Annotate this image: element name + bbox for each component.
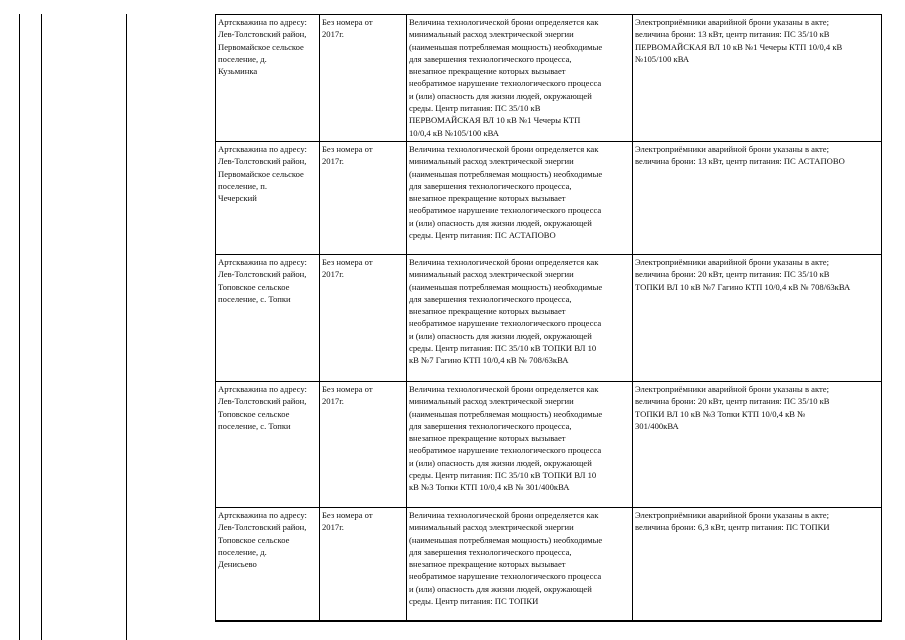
description-cell: Величина технологической брони определяется как минимальный расход электрической энергии (наименьшая потребляемая мощность) необходимые для завершения технологического процесса, внезапное прекращение которых вызывает необратимое нарушение технологического процесса и (или) опасность для жизни людей, окружающей среды. Центр питания: ПС 35/10 кВ ПЕРВОМАЙСКАЯ ВЛ 10 кВ №1 Чечеры КТП 10/0,4 кВ №105/100 кВА [407, 15, 633, 142]
description-cell: Величина технологической брони определяется как минимальный расход электрической энергии (наименьшая потребляемая мощность) необходимые для завершения технологического процесса, внезапное прекращение которых вызывает необратимое нарушение технологического процесса и (или) опасность для жизни людей, окружающей среды. Центр питания: ПС АСТАПОВО [407, 142, 633, 255]
reserve-table [215, 14, 882, 622]
object-cell: Артскважина по адресу: Лев-Толстовский район, Топовское сельское поселение, д. Денисьево [216, 508, 320, 621]
left-column-rule-1 [19, 14, 20, 640]
note-cell: Электроприёмники аварийной брони указаны в акте; величина брони: 13 кВт, центр питания: ПС АСТАПОВО [633, 142, 882, 255]
note-cell: Электроприёмники аварийной брони указаны в акте; величина брони: 20 кВт, центр питания: ПС 35/10 кВ ТОПКИ ВЛ 10 кВ №3 Топки КТП 10/0,4 кВ № 301/400кВА [633, 382, 882, 508]
table-row [216, 382, 882, 508]
document-cell: Без номера от 2017г. [320, 15, 407, 142]
document-cell: Без номера от 2017г. [320, 142, 407, 255]
description-cell: Величина технологической брони определяется как минимальный расход электрической энергии (наименьшая потребляемая мощность) необходимые для завершения технологического процесса, внезапное прекращение которых вызывает необратимое нарушение технологического процесса и (или) опасность для жизни людей, окружающей среды. Центр питания: ПС ТОПКИ [407, 508, 633, 621]
note-cell: Электроприёмники аварийной брони указаны в акте; величина брони: 6,3 кВт, центр питания: ПС ТОПКИ [633, 508, 882, 621]
note-cell: Электроприёмники аварийной брони указаны в акте; величина брони: 20 кВт, центр питания: ПС 35/10 кВ ТОПКИ ВЛ 10 кВ №7 Гагино КТП 10/0,4 кВ № 708/63кВА [633, 255, 882, 382]
table-row [216, 15, 882, 142]
table-row [216, 142, 882, 255]
document-cell: Без номера от 2017г. [320, 508, 407, 621]
table-row [216, 508, 882, 621]
document-cell: Без номера от 2017г. [320, 382, 407, 508]
note-cell: Электроприёмники аварийной брони указаны в акте; величина брони: 13 кВт, центр питания: ПС 35/10 кВ ПЕРВОМАЙСКАЯ ВЛ 10 кВ №1 Чечеры КТП 10/0,4 кВ №105/100 кВА [633, 15, 882, 142]
document-cell: Без номера от 2017г. [320, 255, 407, 382]
object-cell: Артскважина по адресу: Лев-Толстовский район, Топовское сельское поселение, с. Топки [216, 255, 320, 382]
object-cell: Артскважина по адресу: Лев-Толстовский район, Топовское сельское поселение, с. Топки [216, 382, 320, 508]
description-cell: Величина технологической брони определяется как минимальный расход электрической энергии (наименьшая потребляемая мощность) необходимые для завершения технологического процесса, внезапное прекращение которых вызывает необратимое нарушение технологического процесса и (или) опасность для жизни людей, окружающей среды. Центр питания: ПС 35/10 кВ ТОПКИ ВЛ 10 кВ №7 Гагино КТП 10/0,4 кВ № 708/63кВА [407, 255, 633, 382]
object-cell: Артскважина по адресу: Лев-Толстовский район, Первомайское сельское поселение, д. Кузьминка [216, 15, 320, 142]
left-column-rule-3 [126, 14, 127, 640]
table-row [216, 255, 882, 382]
description-cell: Величина технологической брони определяется как минимальный расход электрической энергии (наименьшая потребляемая мощность) необходимые для завершения технологического процесса, внезапное прекращение которых вызывает необратимое нарушение технологического процесса и (или) опасность для жизни людей, окружающей среды. Центр питания: ПС 35/10 кВ ТОПКИ ВЛ 10 кВ №3 Топки КТП 10/0,4 кВ № 301/400кВА [407, 382, 633, 508]
left-column-rule-2 [41, 14, 42, 640]
object-cell: Артскважина по адресу: Лев-Толстовский район, Первомайское сельское поселение, п. Чечерский [216, 142, 320, 255]
